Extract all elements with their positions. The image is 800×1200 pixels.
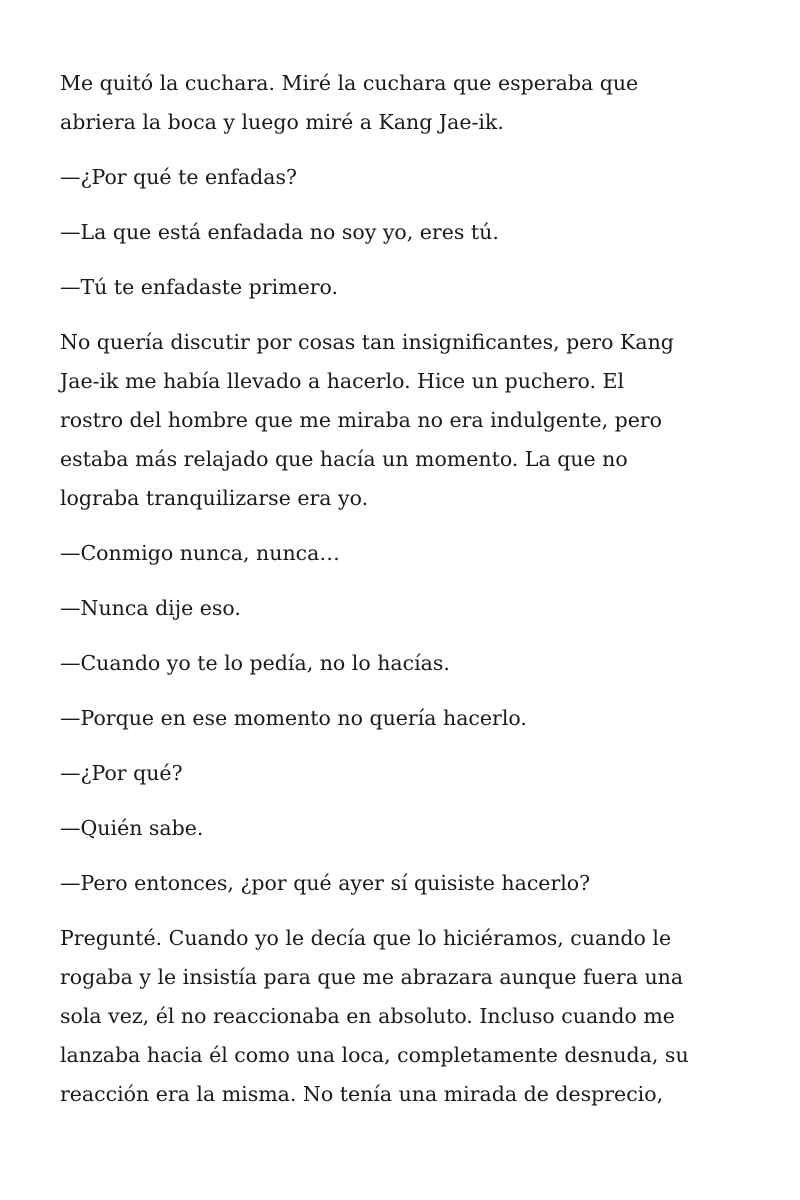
text-line: —Quién sabe. — [60, 816, 204, 840]
text-line: estaba más relajado que hacía un momento. La que no — [60, 447, 628, 471]
paragraph — [60, 323, 750, 518]
paragraph — [60, 64, 750, 142]
text-line: lograba tranquilizarse era yo. — [60, 486, 369, 510]
text-line: —Conmigo nunca, nunca… — [60, 541, 340, 565]
text-line: reacción era la misma. No tenía una mirada de desprecio, — [60, 1082, 664, 1106]
dialogue-line — [60, 754, 750, 793]
dialogue-line — [60, 809, 750, 848]
text-line: rogaba y le insistía para que me abrazara aunque fuera una — [60, 965, 684, 989]
text-line: rostro del hombre que me miraba no era indulgente, pero — [60, 408, 663, 432]
document-page — [60, 64, 750, 1130]
text-line: —Tú te enfadaste primero. — [60, 275, 339, 299]
text-line: Jae-ik me había llevado a hacerlo. Hice un puchero. El — [60, 369, 625, 393]
dialogue-line — [60, 158, 750, 197]
dialogue-line — [60, 864, 750, 903]
text-line: Me quitó la cuchara. Miré la cuchara que esperaba que — [60, 71, 639, 95]
dialogue-line — [60, 268, 750, 307]
text-line: —Pero entonces, ¿por qué ayer sí quisiste hacerlo? — [60, 871, 591, 895]
text-line: abriera la boca y luego miré a Kang Jae-ik. — [60, 110, 504, 134]
dialogue-line — [60, 644, 750, 683]
dialogue-line — [60, 699, 750, 738]
text-line: —Nunca dije eso. — [60, 596, 241, 620]
text-line: No quería discutir por cosas tan insignificantes, pero Kang — [60, 330, 674, 354]
dialogue-line — [60, 534, 750, 573]
text-line: —¿Por qué te enfadas? — [60, 165, 297, 189]
text-line: —Cuando yo te lo pedía, no lo hacías. — [60, 651, 450, 675]
text-line: sola vez, él no reaccionaba en absoluto. Incluso cuando me — [60, 1004, 675, 1028]
text-line: —Porque en ese momento no quería hacerlo. — [60, 706, 527, 730]
dialogue-line — [60, 213, 750, 252]
text-line: lanzaba hacia él como una loca, completamente desnuda, su — [60, 1043, 689, 1067]
paragraph — [60, 919, 750, 1114]
text-line: Pregunté. Cuando yo le decía que lo hiciéramos, cuando le — [60, 926, 672, 950]
dialogue-line — [60, 589, 750, 628]
text-line: —¿Por qué? — [60, 761, 183, 785]
text-line: —La que está enfadada no soy yo, eres tú. — [60, 220, 499, 244]
